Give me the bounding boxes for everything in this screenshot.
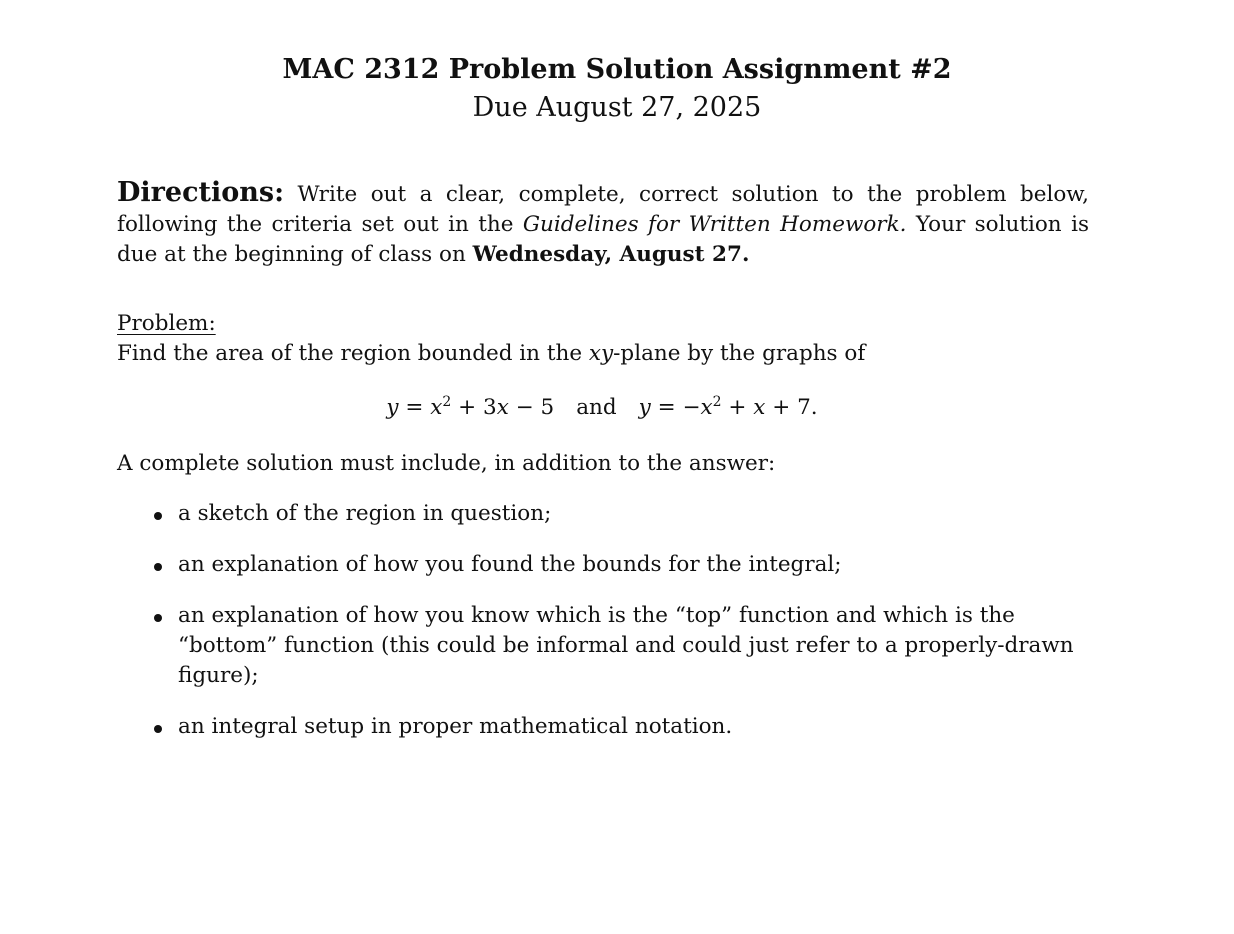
eq2-x: x bbox=[700, 395, 713, 420]
eq1-term-a: + 3 bbox=[451, 395, 497, 420]
problem-suffix: -plane by the graphs of bbox=[613, 341, 866, 366]
display-equation bbox=[0, 393, 1204, 423]
bullet-icon bbox=[154, 614, 162, 622]
requirements-intro: A complete solution must include, in addition to the answer: bbox=[117, 451, 776, 476]
due-date: Due August 27, 2025 bbox=[472, 92, 762, 123]
list-item bbox=[117, 712, 1097, 742]
eq2-exponent: 2 bbox=[712, 393, 722, 410]
bullet-icon bbox=[154, 725, 162, 733]
equation-second bbox=[639, 395, 818, 420]
equation-connector: and bbox=[576, 395, 617, 420]
directions-text-before: Write out a clear, complete, correct solution to the problem below, following the criteria set out in the bbox=[117, 182, 1089, 237]
eq1-exponent: 2 bbox=[442, 393, 452, 410]
guidelines-reference: Guidelines for Written Homework. bbox=[522, 212, 907, 237]
eq1-x: x bbox=[430, 395, 443, 420]
directions-paragraph bbox=[117, 178, 1089, 270]
list-item bbox=[117, 550, 1097, 580]
list-item-text: a sketch of the region in question; bbox=[178, 501, 552, 526]
directions-label: Directions: bbox=[117, 177, 285, 208]
eq2-x2: x bbox=[753, 395, 766, 420]
bullet-icon bbox=[154, 512, 162, 520]
list-item-text: an integral setup in proper mathematical notation. bbox=[178, 714, 733, 739]
plane-variable: xy bbox=[588, 341, 614, 366]
bullet-icon bbox=[154, 563, 162, 571]
problem-prefix: Find the area of the region bounded in the bbox=[117, 341, 589, 366]
list-item-text: an explanation of how you found the bounds for the integral; bbox=[178, 552, 842, 577]
eq1-term-b: − 5 bbox=[508, 395, 555, 420]
problem-heading: Problem: bbox=[117, 311, 216, 336]
list-item bbox=[117, 499, 1097, 529]
eq2-term-b: + 7. bbox=[765, 395, 818, 420]
eq2-term-a: + bbox=[721, 395, 754, 420]
eq2-equals: = − bbox=[650, 395, 701, 420]
problem-statement bbox=[117, 339, 1117, 369]
assignment-title: MAC 2312 Problem Solution Assignment #2 bbox=[282, 54, 952, 85]
equation-first bbox=[386, 395, 554, 420]
eq1-x2: x bbox=[496, 395, 509, 420]
list-item bbox=[117, 601, 1097, 691]
eq1-lhs: y bbox=[386, 395, 399, 420]
deadline: Wednesday, August 27. bbox=[472, 242, 750, 267]
eq2-lhs: y bbox=[638, 395, 651, 420]
list-item-text: an explanation of how you know which is the “top” function and which is the “bottom” function (this could be informal and could just refer to a properly-drawn figure); bbox=[178, 603, 1074, 688]
requirements-list bbox=[117, 499, 1097, 763]
directions-text-after: Your solution is due at the beginning of class on bbox=[117, 212, 1089, 267]
eq1-equals: = bbox=[398, 395, 431, 420]
